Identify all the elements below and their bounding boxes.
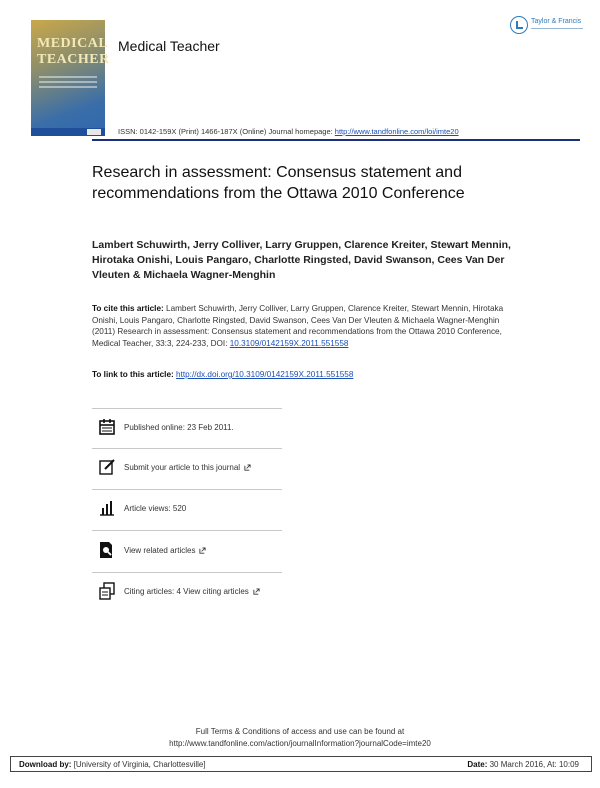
external-link-icon — [244, 464, 251, 471]
cover-publisher-mark — [87, 129, 101, 135]
header-rule — [92, 139, 580, 141]
citing-articles-label[interactable]: Citing articles: 4 View citing articles — [124, 586, 249, 596]
terms-url[interactable]: http://www.tandfonline.com/action/journalInformation?journalCode=imte20 — [169, 739, 431, 748]
external-link-icon — [253, 588, 260, 595]
terms-line: Full Terms & Conditions of access and use can be found at — [195, 727, 405, 736]
bar-chart-icon — [98, 499, 116, 517]
publisher-name: Taylor & Francis — [531, 18, 582, 25]
citation-block — [92, 303, 524, 349]
divider — [92, 448, 282, 449]
download-value: [University of Virginia, Charlottesville] — [71, 760, 206, 769]
cite-text: Lambert Schuwirth, Jerry Colliver, Larry Gruppen, Clarence Kreiter, Stewart Mennin, Hirotaka Onishi, Louis Pangaro, Charlotte Ringsted, David Swanson, Cees Van Der Vleuten & Michaela Wagner-Menghin (2011) Research in assessment: Consensus statement and recommendations from the Ottawa 2010 Conference, Medical Teacher, 33:3, 224-233, DOI: — [92, 304, 504, 348]
article-link-line — [92, 370, 353, 379]
divider — [92, 408, 282, 409]
issn-line — [118, 127, 459, 136]
submit-article-label[interactable]: Submit your article to this journal — [124, 462, 241, 472]
published-online-label: Published online: 23 Feb 2011. — [124, 422, 234, 432]
related-articles-label[interactable]: View related articles — [124, 545, 196, 555]
download-by — [19, 760, 206, 769]
doi-link[interactable]: 10.3109/0142159X.2011.551558 — [229, 338, 349, 348]
article-title: Research in assessment: Consensus statement and recommendations from the Ottawa 2010 Conference — [92, 164, 465, 202]
download-label: Download by: — [19, 760, 72, 769]
external-link-icon — [199, 547, 206, 554]
calendar-icon — [98, 418, 116, 436]
cover-title-line1: MEDICAL — [37, 36, 109, 51]
divider — [92, 572, 282, 573]
download-info-bar — [10, 756, 592, 772]
edit-icon — [98, 458, 116, 476]
submit-article-item[interactable] — [98, 457, 251, 477]
related-articles-item[interactable] — [98, 540, 206, 560]
article-views-label: Article views: 520 — [124, 503, 187, 513]
publisher-logo-icon — [510, 16, 528, 34]
cover-decoration — [39, 76, 97, 91]
publisher-logo-underline — [531, 28, 583, 29]
link-label: To link to this article: — [92, 370, 177, 379]
date-value: 30 March 2016, At: 10:09 — [487, 760, 579, 769]
cover-title-line2: TEACHER — [37, 52, 110, 67]
journal-cover — [31, 20, 110, 136]
download-date — [467, 760, 579, 769]
article-authors: Lambert Schuwirth, Jerry Colliver, Larry Gruppen, Clarence Kreiter, Stewart Mennin, Hirotaka Onishi, Louis Pangaro, Charlotte Ringsted, David Swanson, Cees Van Der Vleuten & Michaela Wagner-Menghin — [92, 239, 511, 281]
cite-label: To cite this article: — [92, 304, 164, 313]
journal-name: Medical Teacher — [118, 38, 220, 54]
journal-homepage-link[interactable]: http://www.tandfonline.com/loi/imte20 — [334, 127, 459, 136]
divider — [92, 489, 282, 490]
citing-articles-item[interactable] — [98, 581, 260, 601]
article-views-item — [98, 498, 186, 518]
article-url-link[interactable]: http://dx.doi.org/10.3109/0142159X.2011.551558 — [176, 370, 354, 379]
document-search-icon — [98, 541, 116, 559]
publisher-logo[interactable] — [510, 16, 588, 38]
citations-icon — [98, 582, 116, 600]
published-online-item — [98, 417, 234, 437]
divider — [92, 530, 282, 531]
issn-text: ISSN: 0142-159X (Print) 1466-187X (Online) Journal homepage: — [118, 127, 335, 136]
date-label: Date: — [467, 760, 488, 769]
